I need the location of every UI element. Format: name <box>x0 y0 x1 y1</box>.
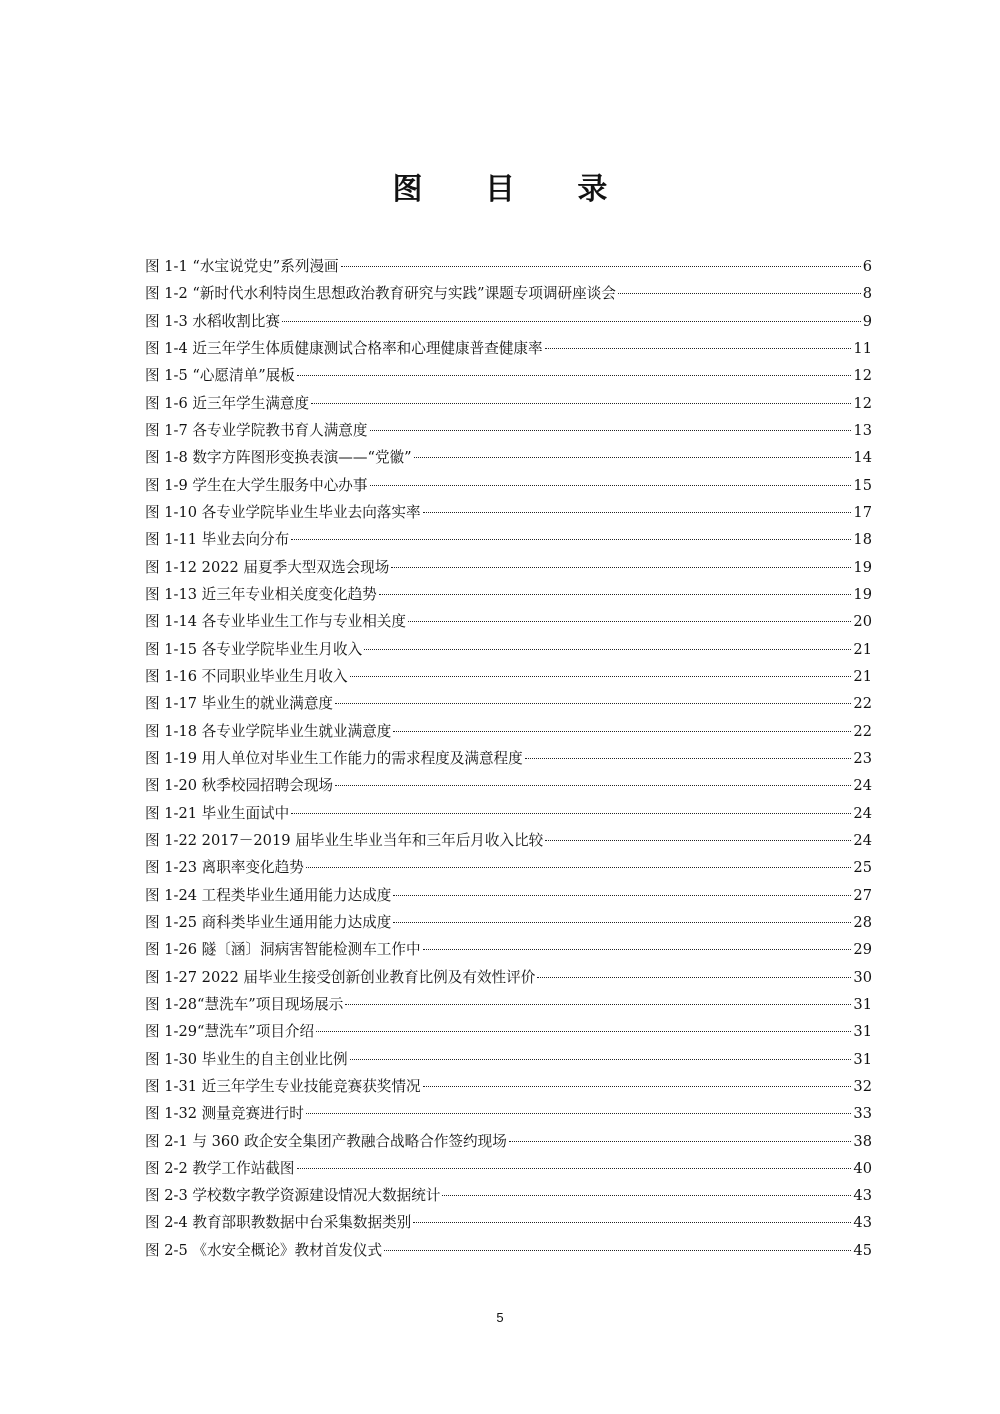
dot-leader <box>306 1112 852 1114</box>
toc-entry-page: 6 <box>862 258 872 275</box>
toc-entry-label: 图 1-18 各专业学院毕业生就业满意度 <box>145 722 392 740</box>
toc-entry-label: 图 1-5 “心愿清单”展板 <box>145 367 295 385</box>
toc-entry[interactable] <box>145 417 872 444</box>
toc-entry-page: 33 <box>853 1105 872 1123</box>
dot-leader <box>393 921 851 923</box>
toc-entry-label: 图 1-27 2022 届毕业生接受创新创业教育比例及有效性评价 <box>145 968 536 986</box>
toc-entry[interactable] <box>145 827 872 854</box>
toc-entry[interactable] <box>145 1018 872 1045</box>
toc-entry-label: 图 1-24 工程类毕业生通用能力达成度 <box>145 886 392 904</box>
dot-leader <box>414 456 852 458</box>
toc-entry-page: 32 <box>853 1077 872 1095</box>
dot-leader <box>442 1194 851 1196</box>
toc-entry-page: 30 <box>853 968 872 986</box>
toc-entry-page: 31 <box>853 1023 872 1041</box>
toc-entry-page: 17 <box>853 503 872 521</box>
toc-entry[interactable] <box>145 280 872 307</box>
toc-entry-label: 图 1-11 毕业去向分布 <box>145 531 290 549</box>
toc-entry-page: 9 <box>862 312 872 330</box>
toc-entry[interactable] <box>145 1100 872 1127</box>
toc-entry-page: 40 <box>853 1159 872 1177</box>
page-number: 5 <box>496 1310 504 1325</box>
toc-entry[interactable] <box>145 690 872 717</box>
dot-leader <box>370 484 852 486</box>
dot-leader <box>335 784 851 786</box>
toc-entry-page: 21 <box>853 667 872 685</box>
dot-leader <box>306 866 852 868</box>
dot-leader <box>391 566 851 568</box>
toc-entry-label: 图 1-15 各专业学院毕业生月收入 <box>145 640 363 658</box>
toc-entry-page: 8 <box>862 285 872 303</box>
toc-entry-label: 图 2-4 教育部职教数据中台采集数据类别 <box>145 1214 412 1232</box>
toc-entry[interactable] <box>145 663 872 690</box>
toc-entry-label: 图 1-3 水稻收割比赛 <box>145 312 280 330</box>
toc-entry-page: 22 <box>853 722 872 740</box>
toc-entry-label: 图 1-21 毕业生面试中 <box>145 804 290 822</box>
page-title: 图 目 录 <box>392 172 634 207</box>
dot-leader <box>384 1249 851 1251</box>
toc-entry-label: 图 1-16 不同职业毕业生月收入 <box>145 667 348 685</box>
toc-entry-label: 图 1-32 测量竞赛进行时 <box>145 1105 304 1123</box>
dot-leader <box>545 347 852 349</box>
toc-entry-label: 图 1-9 学生在大学生服务中心办事 <box>145 476 368 494</box>
toc-entry-page: 24 <box>853 831 872 849</box>
dot-leader <box>350 1058 852 1060</box>
toc-entry[interactable] <box>145 608 872 635</box>
toc-entry[interactable] <box>145 1237 872 1264</box>
toc-entry-label: 图 1-23 离职率变化趋势 <box>145 859 304 877</box>
toc-entry[interactable] <box>145 909 872 936</box>
toc-entry[interactable] <box>145 854 872 881</box>
dot-leader <box>341 265 861 267</box>
toc-entry-label: 图 1-2 “新时代水利特岗生思想政治教育研究与实践”课题专项调研座谈会 <box>145 285 616 303</box>
dot-leader <box>379 593 852 595</box>
toc-entry[interactable] <box>145 800 872 827</box>
toc-entry-page: 24 <box>853 804 872 822</box>
dot-leader <box>393 730 851 732</box>
dot-leader <box>423 511 852 513</box>
dot-leader <box>423 948 852 950</box>
dot-leader <box>335 702 851 704</box>
dot-leader <box>618 292 861 294</box>
toc-entry[interactable] <box>145 745 872 772</box>
toc-entry[interactable] <box>145 772 872 799</box>
toc-entry[interactable] <box>145 308 872 335</box>
toc-entry-page: 29 <box>853 941 872 959</box>
toc-entry[interactable] <box>145 1182 872 1209</box>
toc-entry[interactable] <box>145 882 872 909</box>
toc-entry[interactable] <box>145 335 872 362</box>
dot-leader <box>525 757 852 759</box>
toc-entry-label: 图 1-29“慧洗车”项目介绍 <box>145 1023 315 1041</box>
toc-entry-page: 15 <box>853 476 872 494</box>
toc-entry-page: 12 <box>853 394 872 412</box>
toc-entry[interactable] <box>145 936 872 963</box>
toc-entry-label: 图 1-31 近三年学生专业技能竞赛获奖情况 <box>145 1077 421 1095</box>
toc-entry-label: 图 1-6 近三年学生满意度 <box>145 394 310 412</box>
toc-entry-label: 图 1-8 数字方阵图形变换表演——“党徽” <box>145 449 412 467</box>
toc-entry-page: 24 <box>853 777 872 795</box>
dot-leader <box>423 1085 852 1087</box>
toc-entry[interactable] <box>145 499 872 526</box>
dot-leader <box>545 839 851 841</box>
toc-entry[interactable] <box>145 526 872 553</box>
toc-entry-page: 12 <box>853 367 872 385</box>
toc-entry-label: 图 2-5 《水安全概论》教材首发仪式 <box>145 1241 383 1259</box>
dot-leader <box>370 429 852 431</box>
dot-leader <box>311 402 851 404</box>
dot-leader <box>297 1167 852 1169</box>
toc-entry-page: 19 <box>853 558 872 576</box>
toc-entry[interactable] <box>145 1128 872 1155</box>
toc-entry-page: 28 <box>853 913 872 931</box>
toc-entry-page: 11 <box>853 339 872 357</box>
figure-list <box>145 253 872 1264</box>
toc-entry-page: 27 <box>853 886 872 904</box>
toc-entry-label: 图 1-20 秋季校园招聘会现场 <box>145 777 334 795</box>
dot-leader <box>408 620 851 622</box>
dot-leader <box>350 675 852 677</box>
toc-entry-label: 图 1-30 毕业生的自主创业比例 <box>145 1050 348 1068</box>
toc-entry-label: 图 1-10 各专业学院毕业生毕业去向落实率 <box>145 503 421 521</box>
dot-leader <box>509 1140 852 1142</box>
toc-entry-page: 22 <box>853 695 872 713</box>
toc-entry-label: 图 1-1 “水宝说党史”系列漫画 <box>145 258 339 275</box>
dot-leader <box>364 648 851 650</box>
toc-entry-page: 45 <box>853 1241 872 1259</box>
dot-leader <box>316 1030 851 1032</box>
toc-entry[interactable] <box>145 253 872 280</box>
toc-entry[interactable] <box>145 472 872 499</box>
toc-entry-label: 图 1-17 毕业生的就业满意度 <box>145 695 334 713</box>
toc-entry-page: 19 <box>853 585 872 603</box>
dot-leader <box>297 374 852 376</box>
dot-leader <box>291 812 851 814</box>
toc-entry[interactable] <box>145 1155 872 1182</box>
toc-entry-page: 21 <box>853 640 872 658</box>
toc-entry[interactable] <box>145 964 872 991</box>
toc-entry-label: 图 1-25 商科类毕业生通用能力达成度 <box>145 913 392 931</box>
toc-entry-label: 图 1-19 用人单位对毕业生工作能力的需求程度及满意程度 <box>145 749 523 767</box>
dot-leader <box>537 976 851 978</box>
toc-entry-label: 图 1-28“慧洗车”项目现场展示 <box>145 995 344 1013</box>
toc-entry-label: 图 1-12 2022 届夏季大型双选会现场 <box>145 558 390 576</box>
toc-entry[interactable] <box>145 554 872 581</box>
toc-entry-label: 图 2-2 教学工作站截图 <box>145 1159 295 1177</box>
toc-entry[interactable] <box>145 1046 872 1073</box>
toc-entry-page: 25 <box>853 859 872 877</box>
toc-entry-page: 43 <box>853 1187 872 1205</box>
toc-entry-label: 图 1-26 隧〔涵〕洞病害智能检测车工作中 <box>145 941 421 959</box>
toc-entry-page: 14 <box>853 449 872 467</box>
toc-entry-label: 图 2-3 学校数字教学资源建设情况大数据统计 <box>145 1187 441 1205</box>
toc-entry[interactable] <box>145 362 872 389</box>
toc-entry-page: 38 <box>853 1132 872 1150</box>
toc-entry[interactable] <box>145 1073 872 1100</box>
toc-entry-label: 图 2-1 与 360 政企安全集团产教融合战略合作签约现场 <box>145 1132 507 1150</box>
toc-entry-page: 20 <box>853 613 872 631</box>
toc-entry-page: 23 <box>853 749 872 767</box>
toc-entry-label: 图 1-4 近三年学生体质健康测试合格率和心理健康普查健康率 <box>145 339 543 357</box>
toc-entry-page: 43 <box>853 1214 872 1232</box>
dot-leader <box>345 1003 851 1005</box>
dot-leader <box>413 1221 851 1223</box>
dot-leader <box>282 320 861 322</box>
toc-entry-page: 31 <box>853 1050 872 1068</box>
toc-entry[interactable] <box>145 718 872 745</box>
toc-entry[interactable] <box>145 636 872 663</box>
dot-leader <box>291 538 851 540</box>
dot-leader <box>393 894 851 896</box>
toc-entry[interactable] <box>145 390 872 417</box>
toc-entry-label: 图 1-7 各专业学院教书育人满意度 <box>145 421 368 439</box>
toc-entry[interactable] <box>145 1209 872 1236</box>
toc-entry[interactable] <box>145 581 872 608</box>
toc-entry-page: 18 <box>853 531 872 549</box>
toc-entry-label: 图 1-13 近三年专业相关度变化趋势 <box>145 585 377 603</box>
toc-entry-page: 31 <box>853 995 872 1013</box>
toc-entry[interactable] <box>145 991 872 1018</box>
toc-entry[interactable] <box>145 444 872 471</box>
toc-entry-label: 图 1-22 2017－2019 届毕业生毕业当年和三年后月收入比较 <box>145 831 544 849</box>
toc-entry-page: 13 <box>853 421 872 439</box>
toc-entry-label: 图 1-14 各专业毕业生工作与专业相关度 <box>145 613 406 631</box>
